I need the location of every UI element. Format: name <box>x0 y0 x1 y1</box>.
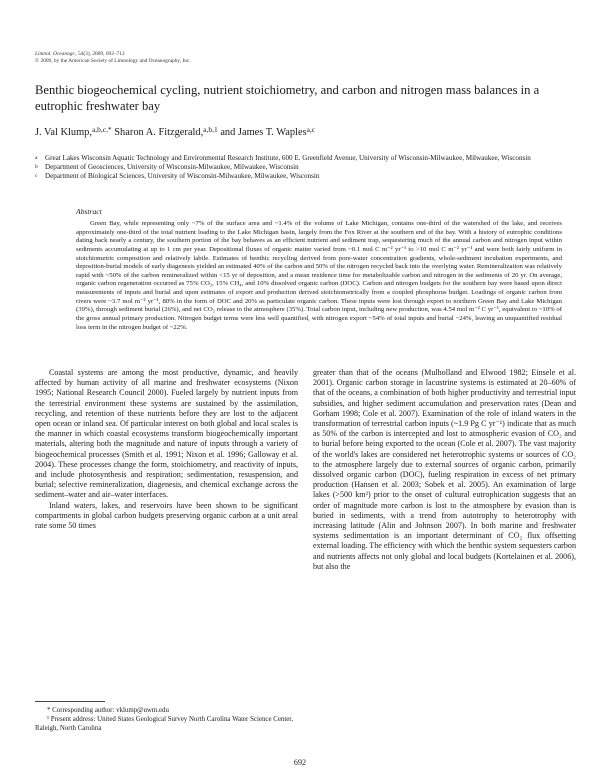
footnote-present-address: ¹ Present address: United States Geological Survey North Carolina Water Science Center, Raleigh, North Carolina <box>35 716 294 732</box>
body-column-left <box>35 368 298 531</box>
affiliations <box>35 154 570 180</box>
author-name: and James T. Waples <box>220 127 307 138</box>
author-affiliation-marks: a,c <box>306 125 316 135</box>
affiliation-text: Department of Biological Sciences, University of Wisconsin-Milwaukee, Milwaukee, Wisconsin <box>45 171 320 180</box>
journal-name: Limnol. Oceanogr. <box>35 51 76 57</box>
affiliation-text: Great Lakes Wisconsin Aquatic Technology and Environmental Research Institute, 600 E. Greenfield Avenue, University of Wisconsin-Milwaukee, Milwaukee, Wisconsin <box>45 154 531 162</box>
abstract-text: Green Bay, while representing only ~7% of the surface area and ~1.4% of the volume of Lake Michigan, contains one-third of the watershed of the lake, and receives approximately one-third of the total nutrient loading to the Lake Michigan basin, largely from the Fox River at the southern end of the bay. With a history of eutrophic conditions dating back nearly a century, the southern portion of the bay behaves as an efficient nutrient and sediment trap, sequestering much of the annual carbon and nitrogen input within sediments accumulating at up to 1 cm per year. Depositional fluxes of organic matter varied from ~0.1 mol C m⁻² yr⁻¹ to >10 mol C m⁻² yr⁻¹ and were both fairly uniform in stoichiometric composition and relatively labile. Estimates of benthic recycling derived from pore-water concentration gradients, whole-sediment incubation experiments, and deposition-burial models of early diagenesis yielded an estimated 40% of the carbon and 50% of the nitrogen recycled back into the overlying water. Remineralization was relatively rapid with ~50% of the carbon remineralized within <15 yr of deposition, and a mean residence time for metabolizable carbon and nitrogen in the sediments of 20 yr. On average, organic carbon regeneration occurred as 75% CO₂, 15% CH₄, and 10% dissolved organic carbon (DOC). Carbon and nitrogen budgets for the southern bay were based upon direct measurements of inputs and burial and upon estimates of export and production derived stoichiometrically from a coupled phosphorus budget. Loadings of organic carbon from rivers were ~3.7 mol m⁻² yr⁻¹, 80% in the form of DOC and 20% as particulate organic carbon. These inputs were lost through export to northern Green Bay and Lake Michigan (39%), through sediment burial (26%), and net CO₂ release to the atmosphere (35%). Total carbon input, including new production, was 4.54 mol m⁻² C yr⁻¹, equivalent to ~10% of the gross annual primary production. Nitrogen budget terms were less well quantified, with nitrogen export ~54% of total inputs and burial ~24%, leaving an unquantified residual loss term in the nitrogen budget of ~22%. <box>76 220 562 331</box>
footnotes <box>35 706 298 733</box>
author-name: Sharon A. Fitzgerald, <box>114 127 204 138</box>
author-name: J. Val Klump, <box>35 127 92 138</box>
footnote-corresponding-author: * Corresponding author: vklump@uwm.edu <box>47 707 169 714</box>
affiliation-text: Department of Geosciences, University of Wisconsin-Milwaukee, Milwaukee, Wisconsin <box>45 162 299 171</box>
body-column-right <box>313 368 576 572</box>
abstract <box>76 207 562 332</box>
body-paragraph: Inland waters, lakes, and reservoirs have been shown to be significant compartments in global carbon budgets preserving organic carbon at a unit areal rate some 50 times <box>35 500 298 531</box>
affiliation-mark: c <box>35 172 38 179</box>
journal-volume-pages: , 54(3), 2009, 692–712 <box>75 51 125 57</box>
affiliation-mark: b <box>35 163 38 170</box>
journal-citation-line <box>35 51 191 58</box>
journal-copyright: © 2009, by the American Society of Limnology and Oceanography, Inc. <box>35 58 191 64</box>
affiliation <box>35 154 570 163</box>
affiliation <box>35 172 570 181</box>
affiliation-mark: a <box>35 155 38 161</box>
journal-citation <box>35 51 191 65</box>
author-affiliation-marks: a,b,c,* <box>91 125 112 135</box>
affiliation <box>35 163 570 172</box>
body-paragraph: greater than that of the oceans (Mulholland and Elwood 1982; Einsele et al. 2001). Organic carbon storage in lacustrine systems is estimated at 20–60% of that of the oceans, a combination of both higher productivity and terrestrial input subsidies, and higher sediment accumulation and preservation rates (Dean and Gorham 1998; Cole et al. 2007). Examination of the role of inland waters in the transformation of terrestrial carbon inputs (~1.9 Pg C yr⁻¹) indicate that as much as 50% of the carbon is intercepted and lost to atmospheric evasion of CO₂ and to burial before being exported to the ocean (Cole et al. 2007). The vast majority of the world's lakes are considered net heterotrophic systems or sources of CO₂ to the atmosphere largely due to external sources of organic carbon, primarily dissolved organic carbon (DOC), fueling respiration in excess of net primary production (Hansen et al. 2003; Sobek et al. 2005). An examination of large lakes (>500 km²) prior to the onset of cultural eutrophication suggests that an order of magnitude more carbon is lost to the atmosphere by evasion than is buried in sediments, with a trend from autotrophy to heterotrophy with increasing latitude (Alin and Johnson 2007). In both marine and freshwater systems sedimentation is an important determinant of CO₂ flux offsetting external loading. The efficiency with which the benthic system sequesters carbon and nutrients affects not only global and local budgets (Kortelainen et al. 2006), but also the <box>313 368 576 571</box>
footnote-rule <box>35 701 105 702</box>
body-paragraph: Coastal systems are among the most productive, dynamic, and heavily affected by human activity of all marine and freshwater ecosystems (Nixon 1995; National Research Council 2000). Fueled largely by nutrient inputs from the terrestrial environment these systems are sustained by the assimilation, recycling, and retention of these nutrients before they are lost to the adjacent open ocean or inland sea. Of particular interest on both global and local scales is the manner in which coastal ecosystems transform biogeochemically important materials, altering both the magnitude and nature of inputs through a variety of biogeochemical processes (Smith et al. 1991; Nixon et al. 1996; Galloway et al. 2004). These processes change the form, stoichiometry, and reactivity of inputs, and include photosynthesis and respiration; sedimentation, resuspension, and burial; selective remineralization, diagenesis, and chemical exchange across the sediment–water and air–water interfaces. <box>35 368 298 500</box>
abstract-heading: Abstract <box>76 207 102 216</box>
article-title: Benthic biogeochemical cycling, nutrient stoichiometry, and carbon and nitrogen mass balances in a eutrophic freshwater bay <box>35 83 540 113</box>
author-affiliation-marks: a,b,1 <box>203 125 218 135</box>
page-number: 692 <box>293 758 307 767</box>
author-list <box>35 126 315 139</box>
